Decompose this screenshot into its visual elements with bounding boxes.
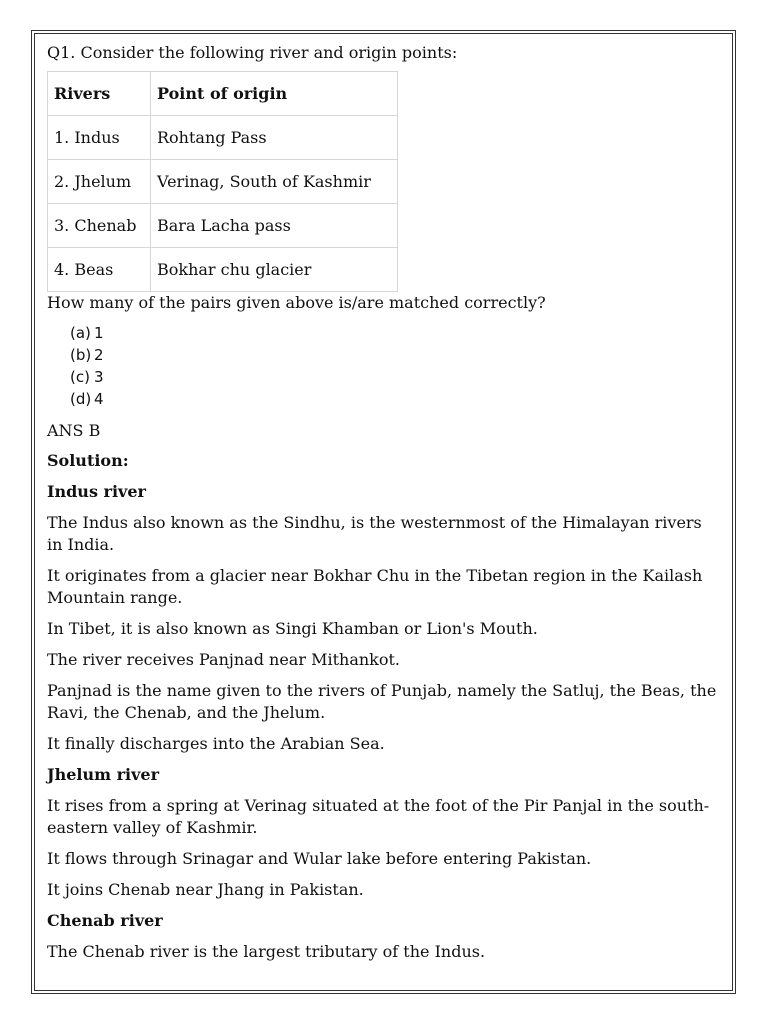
table-row xyxy=(48,116,398,160)
question-title: Q1. Consider the following river and origin points: xyxy=(47,43,458,62)
table-header-row xyxy=(48,72,398,116)
paragraph: It joins Chenab near Jhang in Pakistan. xyxy=(47,880,364,899)
table-row xyxy=(48,204,398,248)
question-prompt: How many of the pairs given above is/are matched correctly? xyxy=(47,293,546,312)
chenab-heading: Chenab river xyxy=(47,911,163,930)
option-b xyxy=(70,344,717,366)
paragraph: The river receives Panjnad near Mithankot. xyxy=(47,650,400,669)
paragraph: The Indus also known as the Sindhu, is the westernmost of the Himalayan rivers in India. xyxy=(47,513,702,554)
option-label: (b) xyxy=(70,346,92,364)
option-text: 2 xyxy=(94,346,104,364)
option-label: (d) xyxy=(70,390,92,408)
option-label: (c) xyxy=(70,368,90,386)
option-a xyxy=(70,322,717,344)
table-cell: Verinag, South of Kashmir xyxy=(151,160,398,204)
option-c xyxy=(70,366,717,388)
option-text: 4 xyxy=(94,390,104,408)
paragraph: It finally discharges into the Arabian Sea. xyxy=(47,734,385,753)
table-row xyxy=(48,248,398,292)
paragraph: It originates from a glacier near Bokhar Chu in the Tibetan region in the Kailash Mountain range. xyxy=(47,566,703,607)
table-cell: 1. Indus xyxy=(48,116,151,160)
table-cell: 3. Chenab xyxy=(48,204,151,248)
river-origin-table xyxy=(47,71,398,292)
document-content xyxy=(47,40,717,972)
table-row xyxy=(48,160,398,204)
option-text: 3 xyxy=(94,368,104,386)
paragraph: In Tibet, it is also known as Singi Khamban or Lion's Mouth. xyxy=(47,619,538,638)
option-label: (a) xyxy=(70,324,91,342)
paragraph: The Chenab river is the largest tributary of the Indus. xyxy=(47,942,486,961)
table-cell: Rohtang Pass xyxy=(151,116,398,160)
table-header-cell: Point of origin xyxy=(151,72,398,116)
table-header-cell: Rivers xyxy=(48,72,151,116)
table-cell: Bara Lacha pass xyxy=(151,204,398,248)
table-cell: 4. Beas xyxy=(48,248,151,292)
option-d xyxy=(70,388,717,410)
jhelum-heading: Jhelum river xyxy=(47,765,160,784)
paragraph: It flows through Srinagar and Wular lake before entering Pakistan. xyxy=(47,849,592,868)
option-text: 1 xyxy=(94,324,104,342)
paragraph: Panjnad is the name given to the rivers of Punjab, namely the Satluj, the Beas, the Ravi, the Chenab, and the Jhelum. xyxy=(47,681,717,722)
indus-heading: Indus river xyxy=(47,482,146,501)
table-cell: 2. Jhelum xyxy=(48,160,151,204)
answer-key: ANS B xyxy=(47,421,101,440)
table-cell: Bokhar chu glacier xyxy=(151,248,398,292)
solution-title: Solution: xyxy=(47,451,129,470)
paragraph: It rises from a spring at Verinag situated at the foot of the Pir Panjal in the south-eastern valley of Kashmir. xyxy=(47,796,710,837)
answer-options xyxy=(70,322,717,410)
